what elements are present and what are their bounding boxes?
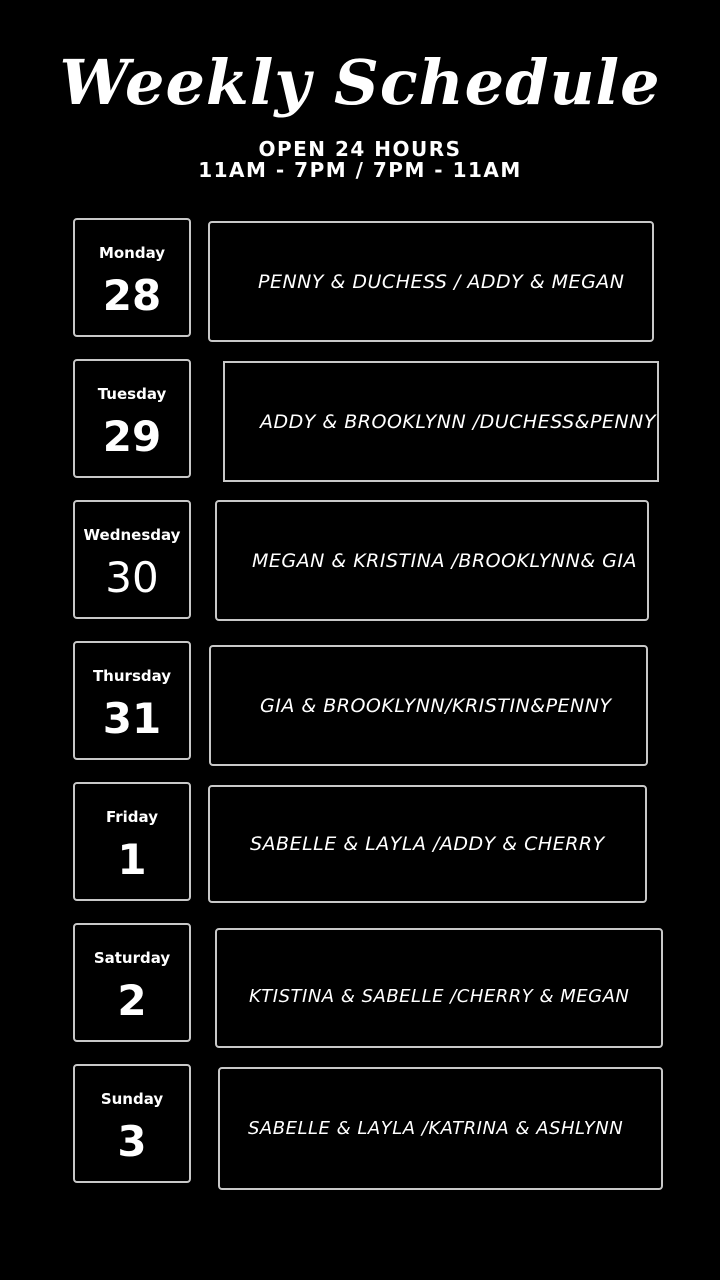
- shift-assignment: MEGAN & KRISTINA /BROOKLYNN& GIA: [252, 549, 637, 572]
- shift-times-label: 11AM - 7PM / 7PM - 11AM: [198, 158, 522, 182]
- shift-card-saturday: [215, 928, 663, 1048]
- day-name: Wednesday: [83, 526, 181, 544]
- day-date: 29: [102, 412, 162, 461]
- day-card-wednesday: [73, 500, 191, 619]
- day-name: Thursday: [92, 667, 172, 685]
- day-card-thursday: [73, 641, 191, 760]
- shift-assignment: SABELLE & LAYLA /KATRINA & ASHLYNN: [248, 1117, 624, 1139]
- shift-assignment: KTISTINA & SABELLE /CHERRY & MEGAN: [249, 986, 630, 1008]
- day-name: Tuesday: [97, 385, 167, 403]
- shift-card-wednesday: [215, 500, 649, 621]
- day-card-tuesday: [73, 359, 191, 478]
- shift-assignment: ADDY & BROOKLYNN /DUCHESS&PENNY: [260, 410, 656, 433]
- shift-assignment: SABELLE & LAYLA /ADDY & CHERRY: [250, 833, 605, 855]
- day-card-saturday: [73, 923, 191, 1042]
- day-date: 30: [105, 553, 159, 602]
- shift-card-thursday: [209, 645, 648, 766]
- day-card-sunday: [73, 1064, 191, 1183]
- shift-card-monday: [208, 221, 654, 342]
- day-date: 2: [117, 976, 147, 1025]
- shift-card-friday: [208, 785, 647, 903]
- day-date: 31: [102, 694, 162, 743]
- day-date: 1: [117, 835, 147, 884]
- day-name: Friday: [105, 808, 158, 826]
- shift-card-tuesday: [223, 361, 659, 482]
- day-name: Monday: [98, 244, 166, 262]
- day-card-friday: [73, 782, 191, 901]
- page-title: Weekly Schedule: [59, 46, 661, 119]
- shift-card-sunday: [218, 1067, 663, 1190]
- shift-assignment: PENNY & DUCHESS / ADDY & MEGAN: [258, 270, 625, 293]
- day-name: Sunday: [100, 1090, 164, 1108]
- day-date: 28: [102, 271, 162, 320]
- day-card-monday: [73, 218, 191, 337]
- day-name: Saturday: [93, 949, 171, 967]
- shift-assignment: GIA & BROOKLYNN/KRISTIN&PENNY: [260, 694, 612, 717]
- hours-label: OPEN 24 HOURS: [258, 137, 462, 161]
- day-date: 3: [117, 1117, 147, 1166]
